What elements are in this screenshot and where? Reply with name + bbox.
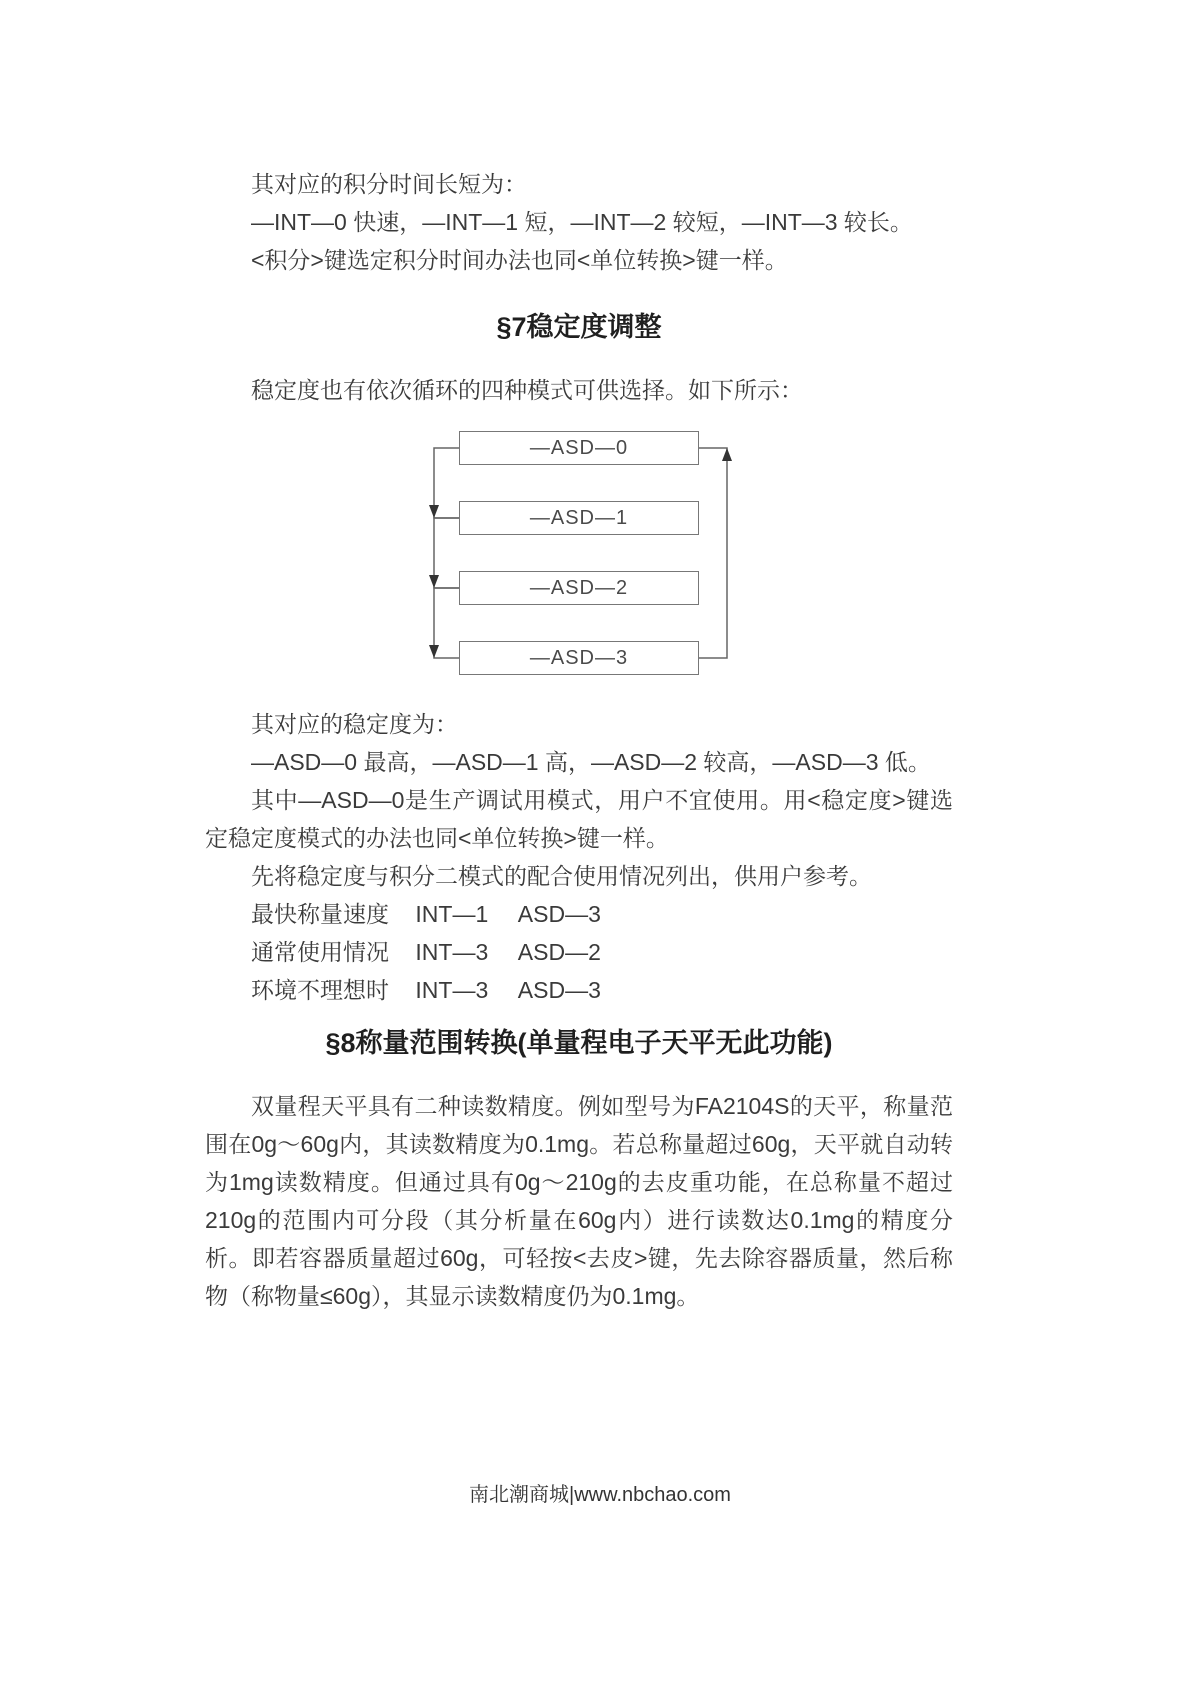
section8-heading: §8称量范围转换(单量程电子天平无此功能) <box>325 1028 833 1058</box>
spec-row-int: INT—1 <box>415 901 489 927</box>
spec-row-label: 环境不理想时 <box>251 977 389 1003</box>
asd-diagram-wrap <box>205 431 953 677</box>
speed-table-row <box>205 971 953 1009</box>
footer-site-credit: 南北潮商城|www.nbchao.com <box>469 1484 731 1506</box>
section8-body: 双量程天平具有二种读数精度。例如型号为FA2104S的天平，称量范围在0g～60g内，其读数精度为0.1mg。若总称量超过60g，天平就自动转为1mg读数精度。但通过具有0g～210g的去皮重功能，在总称量不超过210g的范围内可分段（其分析量在60g内）进行读数达0.1mg的精度分析。即若容器质量超过60g，可轻按<去皮>键，先去除容器质量，然后称物（称物量≤60g），其显示读数精度仍为0.1mg。 <box>205 1093 953 1309</box>
diagram-box-asd-1: —ASD—1 <box>459 501 699 535</box>
diagram-box-asd-2: —ASD—2 <box>459 571 699 605</box>
section7-intro: 稳定度也有依次循环的四种模式可供选择。如下所示： <box>251 377 803 403</box>
diagram-box-asd-3: —ASD—3 <box>459 641 699 675</box>
diagram-box-asd-0: —ASD—0 <box>459 431 699 465</box>
down-arrowhead-icon <box>429 645 439 658</box>
section7-para-3: 其中—ASD—0是生产调试用模式，用户不宜使用。用<稳定度>键选定稳定度模式的办法也同<单位转换>键一样。 <box>205 787 953 851</box>
section7-para-4: 先将稳定度与积分二模式的配合使用情况列出，供用户参考。 <box>251 863 872 889</box>
section7-heading: §7稳定度调整 <box>496 312 662 342</box>
up-arrowhead-icon <box>722 448 732 461</box>
down-arrowhead-icon <box>429 505 439 518</box>
intro-line-3: <积分>键选定积分时间办法也同<单位转换>键一样。 <box>251 247 788 273</box>
down-arrowhead-icon <box>429 575 439 588</box>
spec-row-label: 通常使用情况 <box>251 939 389 965</box>
spec-row-int: INT—3 <box>415 977 489 1003</box>
spec-row-asd: ASD—3 <box>517 901 601 927</box>
section7-para-1: 其对应的稳定度为： <box>251 711 458 737</box>
spec-row-int: INT—3 <box>415 939 489 965</box>
spec-row-asd: ASD—2 <box>517 939 601 965</box>
arrow-line-3-0 <box>699 448 727 658</box>
document-content <box>205 165 953 1315</box>
intro-line-1: 其对应的积分时间长短为： <box>251 171 527 197</box>
spec-row-asd: ASD—3 <box>517 977 601 1003</box>
spec-row-label: 最快称量速度 <box>251 901 389 927</box>
section7-para-2: —ASD—0 最高，—ASD—1 高，—ASD—2 较高，—ASD—3 低。 <box>251 749 931 775</box>
speed-table-row <box>205 933 953 971</box>
asd-mode-cycle-diagram <box>414 431 744 677</box>
intro-line-2: —INT—0 快速，—INT—1 短，—INT—2 较短，—INT—3 较长。 <box>251 209 913 235</box>
speed-table-row <box>205 895 953 933</box>
